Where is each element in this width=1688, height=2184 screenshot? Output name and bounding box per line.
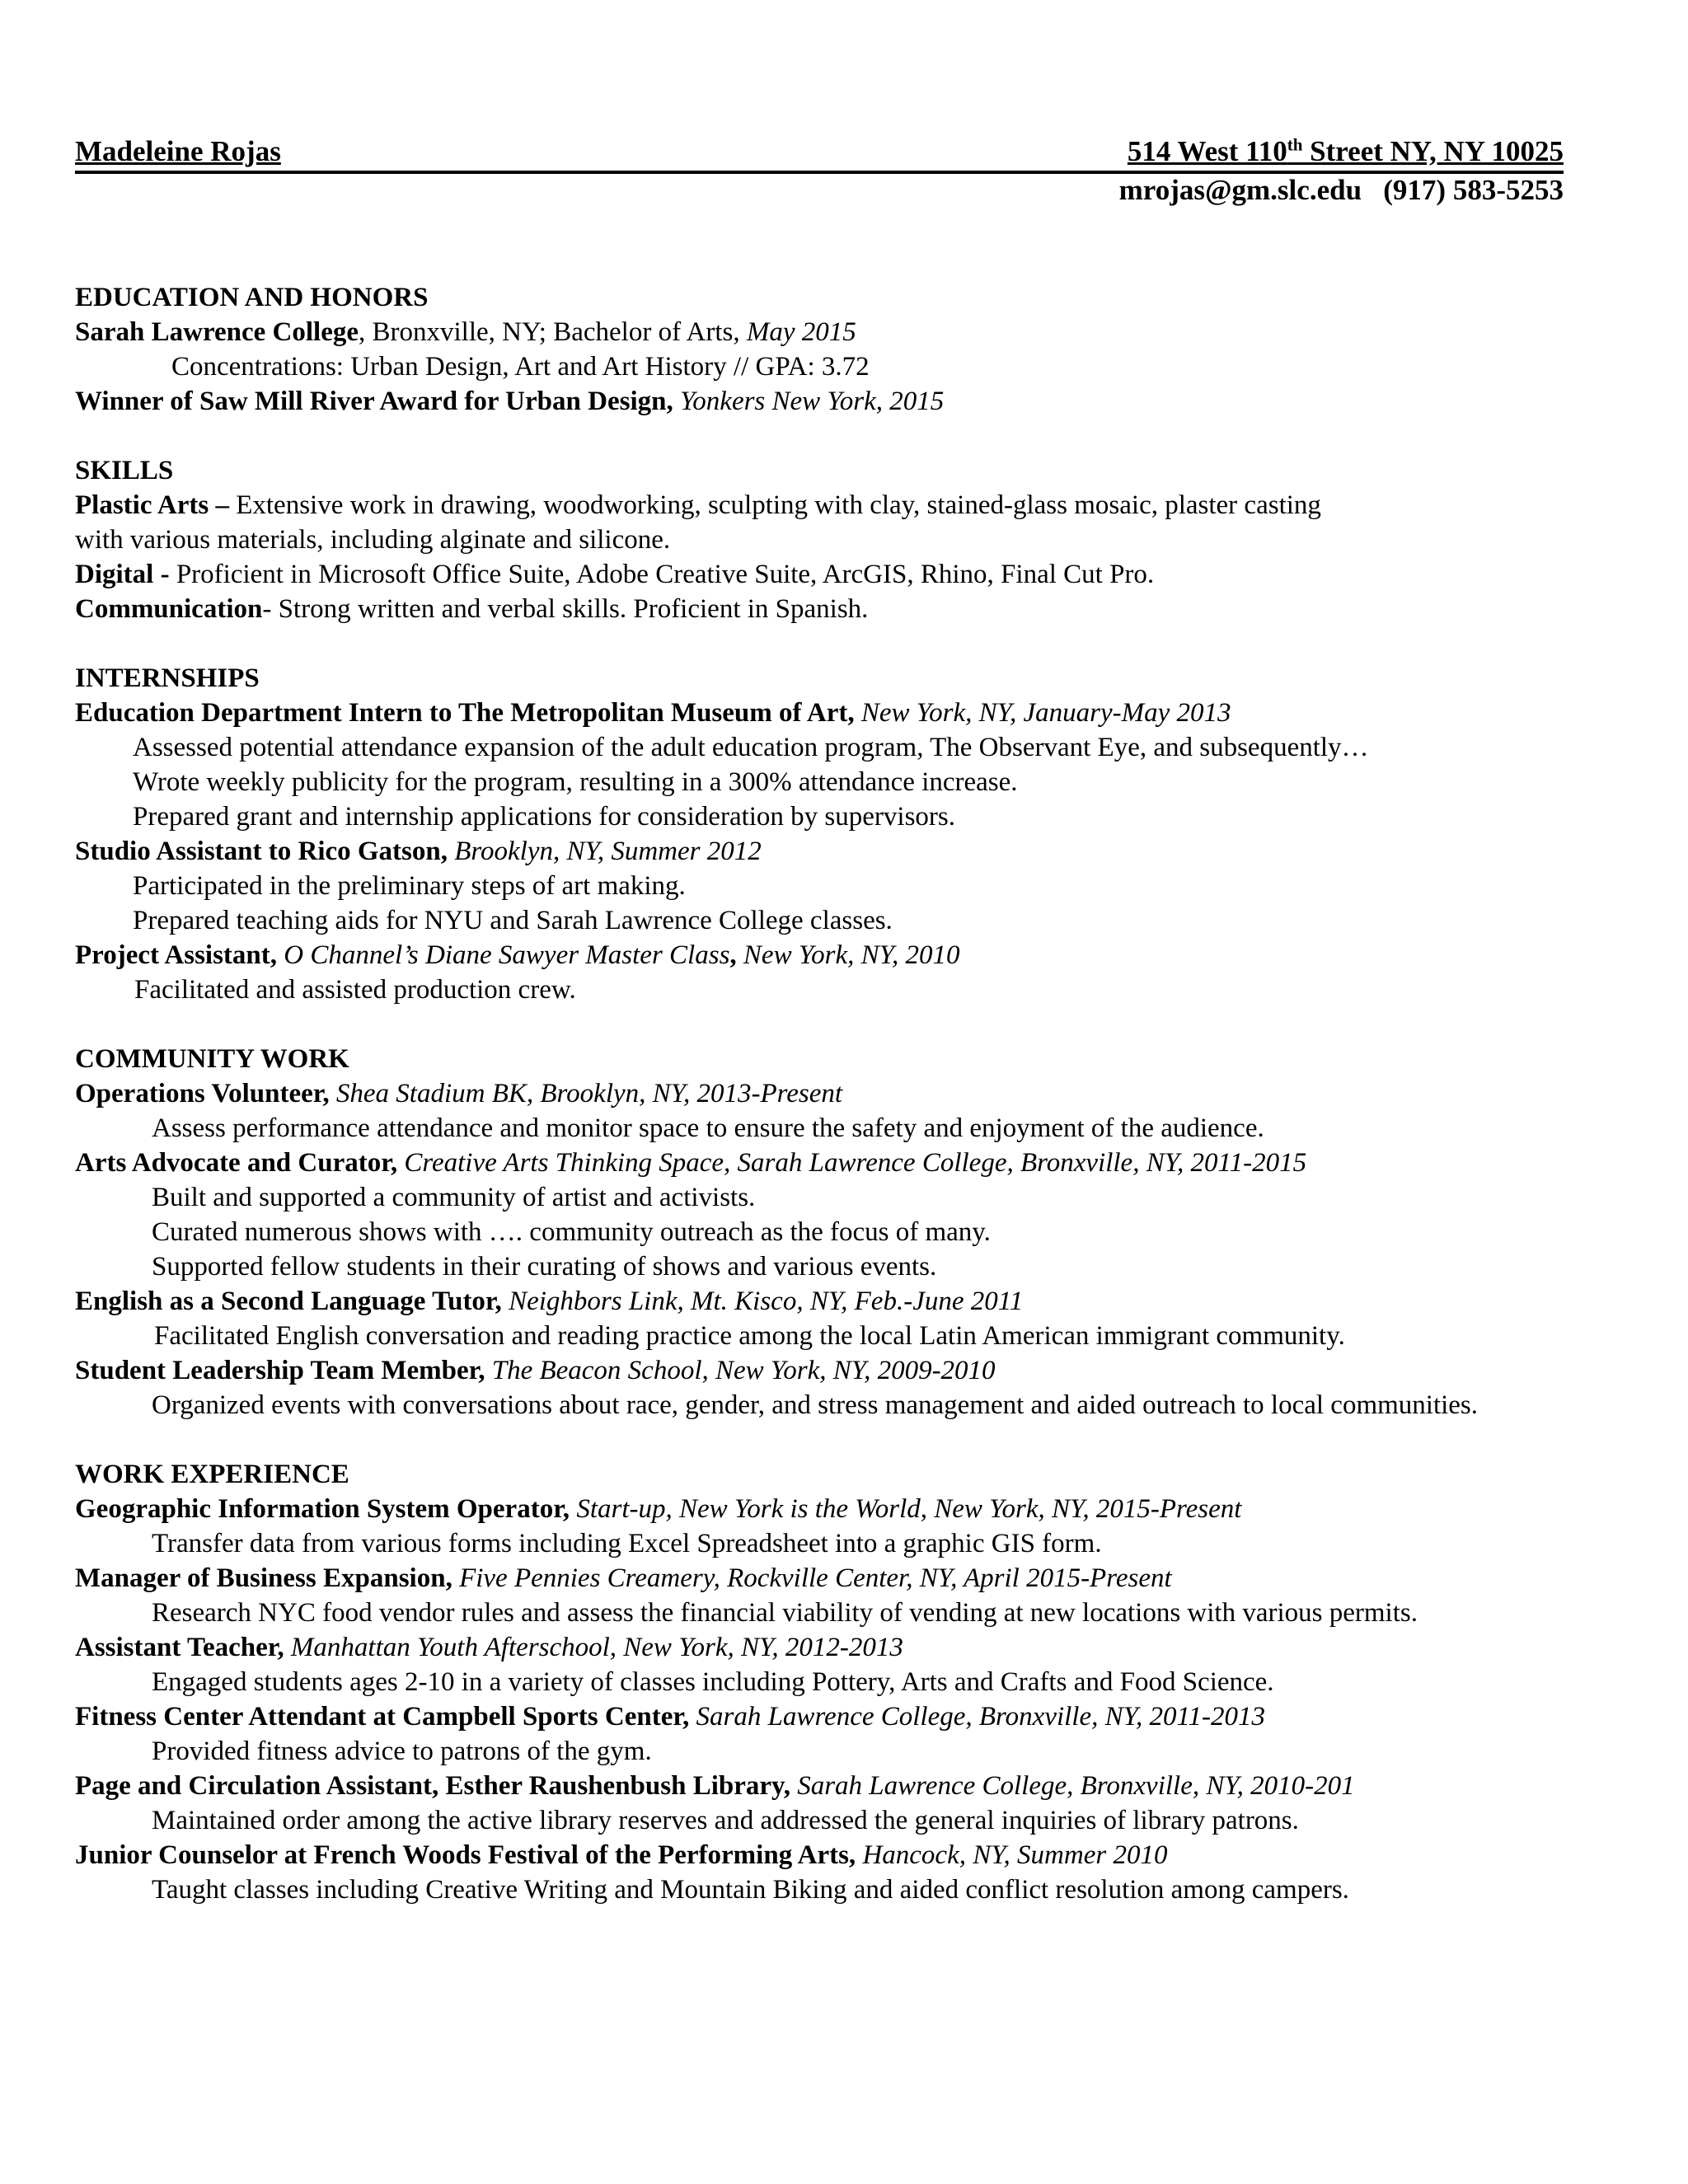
- duty-line: Maintained order among the active library reserves and addressed the general inquiries of library patrons.: [152, 1806, 1299, 1835]
- role-detail: Five Pennies Creamery, Rockville Center, NY, April 2015-Present: [452, 1563, 1172, 1593]
- school-name: Sarah Lawrence College: [75, 317, 359, 347]
- internship-entry: [75, 938, 1625, 972]
- skill-text: Proficient in Microsoft Office Suite, Adobe Creative Suite, ArcGIS, Rhino, Final Cut Pro.: [169, 560, 1155, 589]
- duty-line: Organized events with conversations about race, gender, and stress management and aided outreach to local communities.: [152, 1390, 1479, 1420]
- role-title: Page and Circulation Assistant, Esther Raushenbush Library,: [75, 1771, 790, 1801]
- role-detail: Neighbors Link, Mt. Kisco, NY, Feb.-June 2011: [501, 1286, 1024, 1316]
- section-title: SKILLS: [75, 456, 174, 485]
- graduation-date: May 2015: [746, 317, 856, 347]
- school-details: , Bronxville, NY; Bachelor of Arts,: [359, 317, 747, 347]
- role-title: Geographic Information System Operator,: [75, 1494, 570, 1524]
- duty-line: Transfer data from various forms including Excel Spreadsheet into a graphic GIS form.: [152, 1529, 1102, 1558]
- duty-line: Taught classes including Creative Writing and Mountain Biking and aided conflict resolution among campers.: [152, 1875, 1349, 1905]
- role-title: Junior Counselor at French Woods Festival of the Performing Arts,: [75, 1840, 856, 1870]
- resume-body: [75, 280, 1625, 1942]
- duty-line: Prepared teaching aids for NYU and Sarah Lawrence College classes.: [133, 906, 893, 935]
- section-title: EDUCATION AND HONORS: [75, 283, 429, 312]
- duty-line: Engaged students ages 2-10 in a variety of classes including Pottery, Arts and Crafts and Food Science.: [152, 1667, 1274, 1697]
- role-title: Project Assistant,: [75, 940, 278, 970]
- role-title: English as a Second Language Tutor,: [75, 1286, 502, 1316]
- resume-header: [75, 134, 1564, 174]
- duty-line: Facilitated and assisted production crew.: [134, 975, 576, 1005]
- role-detail: The Beacon School, New York, NY, 2009-2010: [485, 1356, 996, 1385]
- duty-line: Provided fitness advice to patrons of the gym.: [152, 1736, 652, 1766]
- section-title: WORK EXPERIENCE: [75, 1460, 349, 1489]
- duty-line: Facilitated English conversation and reading practice among the local Latin American immigrant community.: [154, 1321, 1345, 1351]
- award-detail: Yonkers New York, 2015: [673, 387, 945, 416]
- role-detail: Hancock, NY, Summer 2010: [856, 1840, 1168, 1870]
- role-title: Fitness Center Attendant at Campbell Sports Center,: [75, 1702, 690, 1732]
- section-title: COMMUNITY WORK: [75, 1044, 349, 1074]
- internship-entry: [75, 696, 1625, 730]
- award-name: Winner of Saw Mill River Award for Urban Design,: [75, 387, 673, 416]
- duty-line: Prepared grant and internship applications for consideration by supervisors.: [133, 802, 955, 832]
- address-street: 514 West 110: [1127, 135, 1287, 167]
- role-detail: Brooklyn, NY, Summer 2012: [448, 837, 762, 866]
- work-entry: [75, 1838, 1625, 1872]
- skill-label: Digital -: [75, 560, 170, 589]
- role-detail: New York, NY, January-May 2013: [854, 698, 1231, 728]
- community-entry: [75, 1284, 1625, 1319]
- work-entry: [75, 1492, 1625, 1526]
- role-title: Manager of Business Expansion,: [75, 1563, 452, 1593]
- section-title: INTERNSHIPS: [75, 663, 260, 693]
- work-entry: [75, 1769, 1625, 1803]
- address-city: Street NY, NY 10025: [1302, 135, 1564, 167]
- role-title: Operations Volunteer,: [75, 1079, 330, 1108]
- skill-label: Communication: [75, 594, 263, 624]
- role-detail: O Channel’s Diane Sawyer Master Class: [277, 940, 730, 970]
- skill-communication: [75, 592, 1625, 626]
- duty-line: Participated in the preliminary steps of art making.: [133, 871, 686, 901]
- community-entry: [75, 1353, 1625, 1388]
- skill-text: Extensive work in drawing, woodworking, sculpting with clay, stained-glass mosaic, plaster casting: [228, 490, 1321, 520]
- skill-label: Plastic Arts –: [75, 490, 229, 520]
- skill-plastic-arts-cont: with various materials, including alginate and silicone.: [75, 525, 671, 555]
- community-entry: [75, 1146, 1625, 1180]
- skill-plastic-arts: [75, 488, 1625, 523]
- contact-info: mrojas@gm.slc.edu (917) 583-5253: [1118, 174, 1564, 206]
- duty-line: Research NYC food vendor rules and assess the financial viability of vending at new locations with various permits.: [152, 1598, 1418, 1628]
- duty-line: Assessed potential attendance expansion of the adult education program, The Observant Eye, and subsequently…: [133, 733, 1369, 762]
- address-ordinal: th: [1287, 134, 1303, 155]
- role-detail: Shea Stadium BK, Brooklyn, NY, 2013-Present: [329, 1079, 843, 1108]
- street-address: [1128, 134, 1564, 169]
- role-separator: ,: [729, 940, 737, 970]
- role-detail: Sarah Lawrence College, Bronxville, NY, 2010-201: [790, 1771, 1355, 1801]
- education-entry: [75, 315, 1625, 349]
- concentrations-line: Concentrations: Urban Design, Art and Art History // GPA: 3.72: [171, 352, 870, 382]
- duty-line: Assess performance attendance and monitor space to ensure the safety and enjoyment of the audience.: [152, 1113, 1264, 1143]
- role-detail: Manhattan Youth Afterschool, New York, NY, 2012-2013: [284, 1633, 903, 1662]
- duty-line: Wrote weekly publicity for the program, resulting in a 300% attendance increase.: [133, 767, 1018, 797]
- role-detail: , New York, NY, 2015-Present: [920, 1494, 1242, 1524]
- role-title: Education Department Intern to The Metropolitan Museum of Art,: [75, 698, 855, 728]
- skill-text: - Strong written and verbal skills. Proficient in Spanish.: [262, 594, 869, 624]
- skill-digital: [75, 557, 1625, 592]
- role-detail: Sarah Lawrence College, Bronxville, NY, 2011-2013: [689, 1702, 1265, 1732]
- duty-line: Built and supported a community of artist and activists.: [152, 1183, 756, 1212]
- skills-section: [75, 453, 1625, 626]
- work-entry: [75, 1699, 1625, 1734]
- role-title: Arts Advocate and Curator,: [75, 1148, 398, 1178]
- duty-line: Supported fellow students in their curating of shows and various events.: [152, 1252, 937, 1282]
- community-entry: [75, 1076, 1625, 1111]
- role-title: Student Leadership Team Member,: [75, 1356, 485, 1385]
- role-detail: New York, NY, 2010: [736, 940, 960, 970]
- internship-entry: [75, 834, 1625, 869]
- candidate-name: Madeleine Rojas: [75, 135, 281, 167]
- role-title: Assistant Teacher,: [75, 1633, 284, 1662]
- work-entry: [75, 1630, 1625, 1665]
- duty-line: Curated numerous shows with …. community outreach as the focus of many.: [152, 1217, 991, 1247]
- award-entry: [75, 384, 1625, 419]
- internships-section: [75, 661, 1625, 1007]
- community-section: [75, 1042, 1625, 1422]
- role-title: Studio Assistant to Rico Gatson,: [75, 837, 448, 866]
- work-section: [75, 1457, 1625, 1907]
- role-detail: Start-up, New York is the World: [570, 1494, 921, 1524]
- role-detail: Creative Arts Thinking Space, Sarah Lawrence College, Bronxville, NY, 2011-2015: [397, 1148, 1307, 1178]
- education-section: [75, 280, 1625, 419]
- work-entry: [75, 1561, 1625, 1596]
